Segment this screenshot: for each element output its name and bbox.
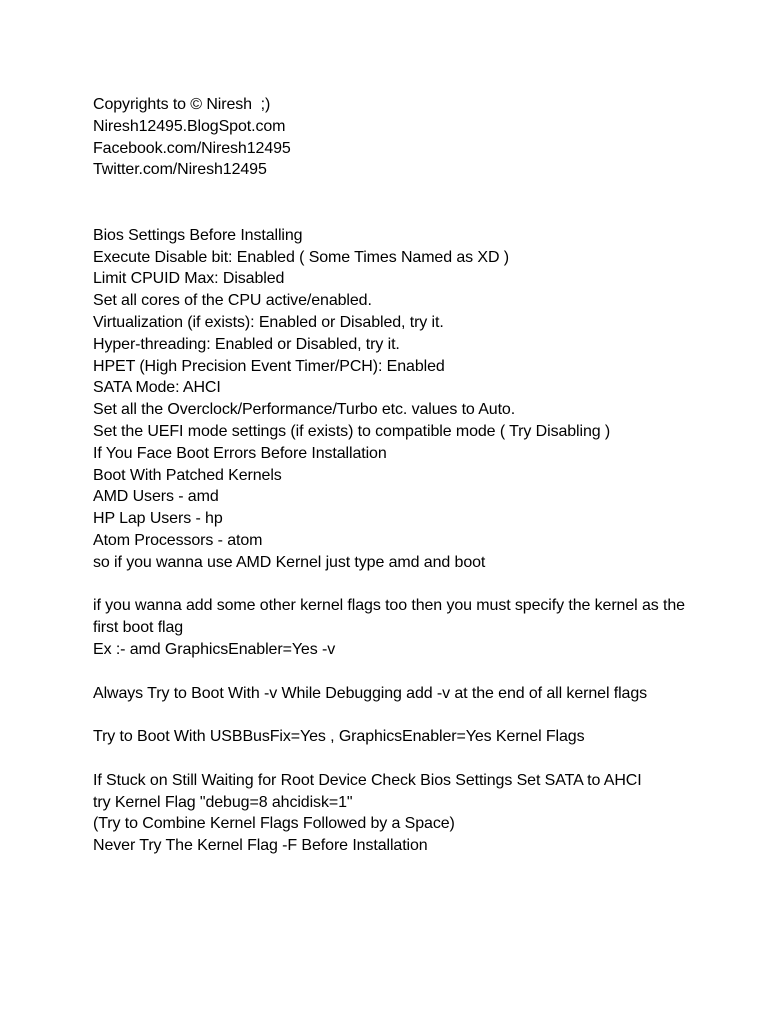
flags-example: Ex :- amd GraphicsEnabler=Yes -v	[93, 640, 336, 658]
bios-line: so if you wanna use AMD Kernel just type amd and boot	[93, 553, 486, 571]
bios-line: Limit CPUID Max: Disabled	[93, 270, 285, 288]
flags-paragraph: if you wanna add some other kernel flags too then you must specify the kernel as the first boot flag	[93, 597, 690, 637]
bios-line: Execute Disable bit: Enabled ( Some Times Named as XD )	[93, 248, 510, 266]
bios-heading: Bios Settings Before Installing	[93, 226, 303, 244]
copyright-line: Copyrights to © Niresh ;)	[93, 96, 271, 113]
spacer	[93, 181, 693, 225]
spacer	[93, 574, 693, 596]
bios-line: HP Lap Users - hp	[93, 510, 223, 528]
bios-line: Boot With Patched Kernels	[93, 466, 282, 484]
blog-url: Niresh12495.BlogSpot.com	[93, 117, 286, 135]
bios-line: Set the UEFI mode settings (if exists) to compatible mode ( Try Disabling )	[93, 422, 611, 440]
bios-line: AMD Users - amd	[93, 488, 219, 506]
spacer	[93, 704, 693, 726]
bios-settings-block	[93, 225, 693, 574]
spacer	[93, 661, 693, 683]
bios-line: Virtualization (if exists): Enabled or Disabled, try it.	[93, 313, 444, 331]
usb-paragraph: Try to Boot With USBBusFix=Yes , GraphicsEnabler=Yes Kernel Flags	[93, 728, 585, 746]
bios-line: Hyper-threading: Enabled or Disabled, try it.	[93, 335, 400, 353]
bios-line: SATA Mode: AHCI	[93, 379, 221, 397]
debug-paragraph: Always Try to Boot With -v While Debugging add -v at the end of all kernel flags	[93, 684, 648, 702]
bios-line: Atom Processors - atom	[93, 531, 263, 549]
bios-line: HPET (High Precision Event Timer/PCH): Enabled	[93, 357, 445, 375]
stuck-paragraph: If Stuck on Still Waiting for Root Device Check Bios Settings Set SATA to AHCI	[93, 771, 642, 789]
stuck-block	[93, 770, 693, 857]
kernel-flags-block	[93, 595, 693, 660]
stuck-line: (Try to Combine Kernel Flags Followed by a Space)	[93, 815, 455, 833]
document-body	[93, 94, 693, 857]
bios-line: If You Face Boot Errors Before Installation	[93, 444, 387, 462]
stuck-line: Never Try The Kernel Flag -F Before Installation	[93, 837, 428, 855]
twitter-url: Twitter.com/Niresh12495	[93, 161, 267, 179]
spacer	[93, 748, 693, 770]
bios-line: Set all the Overclock/Performance/Turbo etc. values to Auto.	[93, 401, 516, 419]
bios-line: Set all cores of the CPU active/enabled.	[93, 292, 372, 310]
facebook-url: Facebook.com/Niresh12495	[93, 139, 291, 157]
stuck-line: try Kernel Flag "debug=8 ahcidisk=1"	[93, 793, 353, 811]
credits-block	[93, 94, 693, 181]
